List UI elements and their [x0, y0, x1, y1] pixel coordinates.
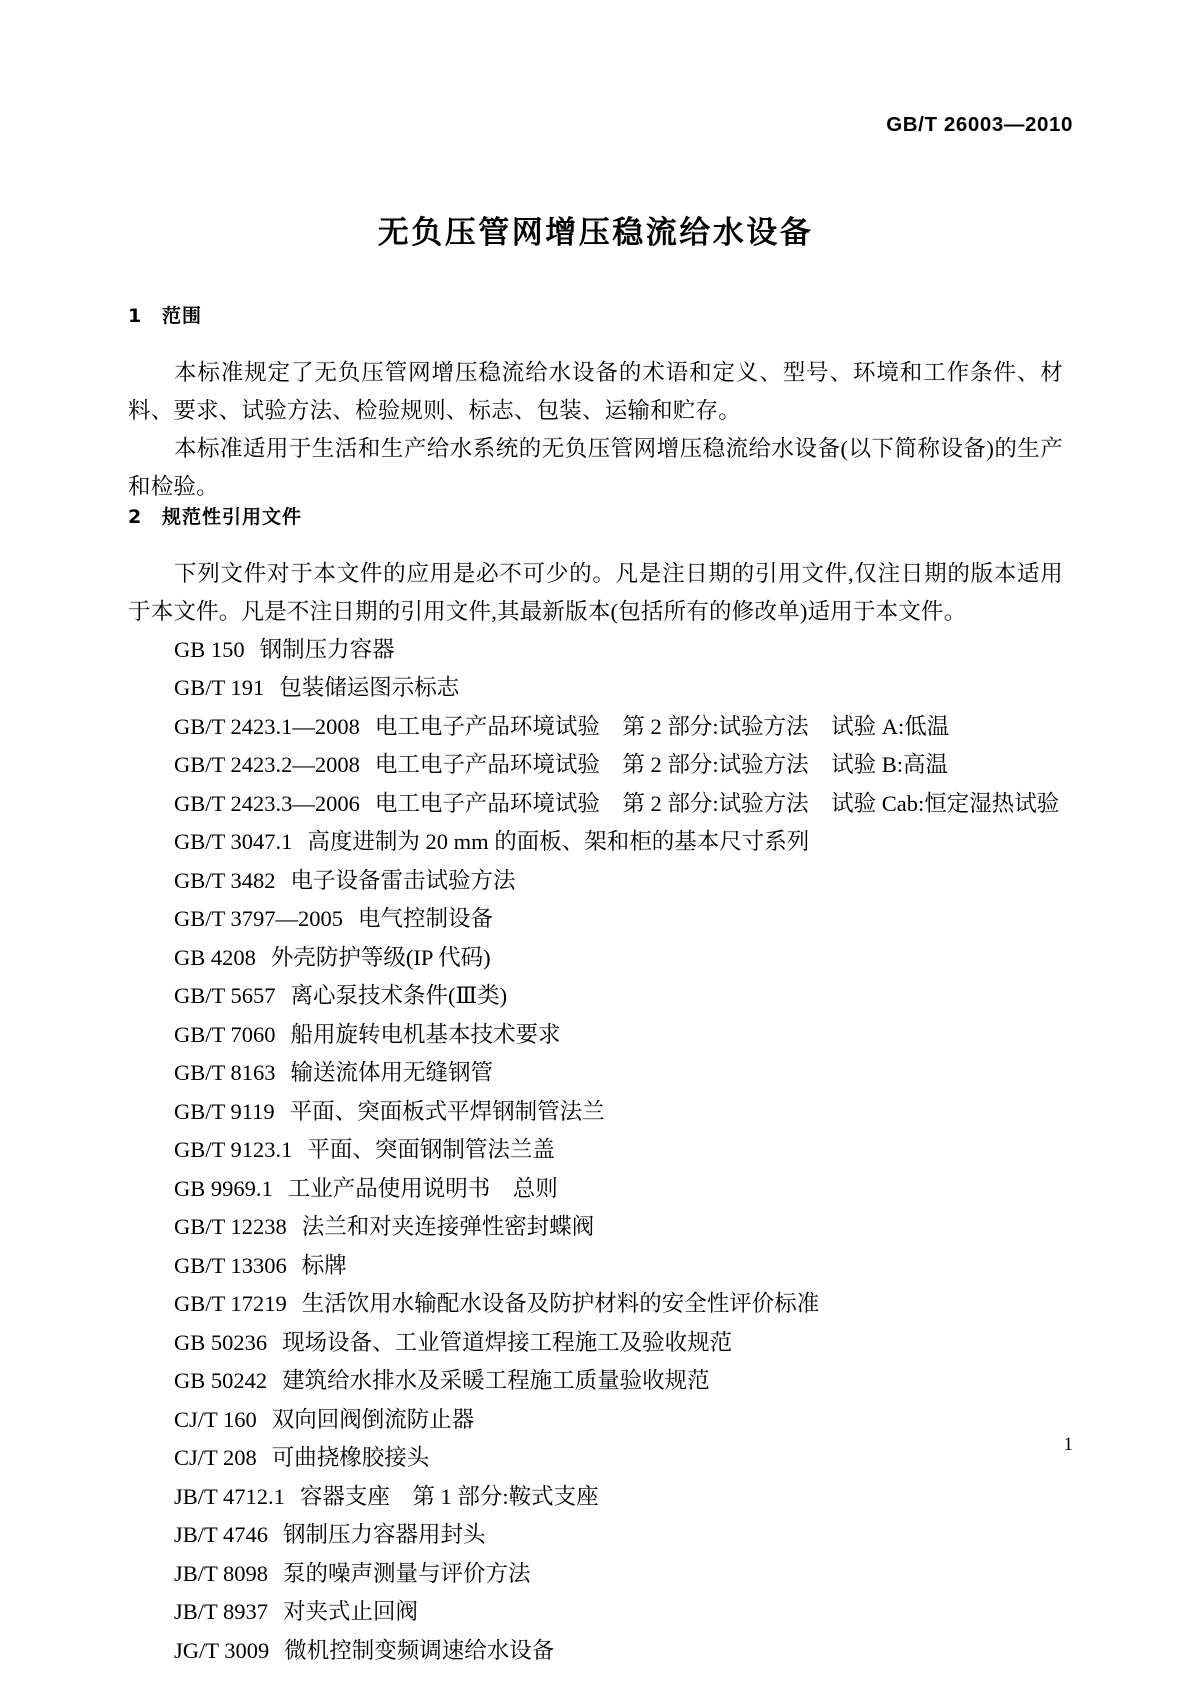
reference-title: 生活饮用水输配水设备及防护材料的安全性评价标准	[301, 1291, 820, 1317]
reference-item	[128, 1170, 1063, 1209]
reference-item	[128, 1131, 1063, 1170]
page-number: 1	[1063, 1434, 1073, 1455]
reference-code: JB/T 4746	[174, 1522, 268, 1548]
section-2-body	[128, 555, 1063, 631]
reference-code: GB/T 9119	[174, 1098, 275, 1124]
reference-title: 微机控制变频调速给水设备	[284, 1637, 555, 1663]
reference-item	[128, 1516, 1063, 1555]
reference-item	[128, 1439, 1063, 1478]
reference-code: GB 150	[174, 636, 245, 662]
reference-code: JG/T 3009	[174, 1637, 270, 1663]
reference-item	[128, 746, 1063, 785]
reference-code: GB/T 3047.1	[174, 829, 293, 855]
normative-references-list	[128, 631, 1063, 1671]
reference-item	[128, 785, 1063, 824]
reference-code: JB/T 8937	[174, 1599, 268, 1625]
reference-item	[128, 823, 1063, 862]
reference-item	[128, 1247, 1063, 1286]
reference-title: 建筑给水排水及采暖工程施工质量验收规范	[282, 1368, 710, 1394]
reference-title: 法兰和对夹连接弹性密封蝶阀	[301, 1214, 595, 1240]
reference-code: GB/T 7060	[174, 1021, 276, 1047]
document-content	[128, 305, 1063, 1670]
section-title-1: 范围	[162, 305, 203, 327]
reference-code: GB/T 3482	[174, 867, 276, 893]
reference-title: 离心泵技术条件(Ⅲ类)	[290, 983, 508, 1009]
reference-item	[128, 631, 1063, 670]
standard-number-header: GB/T 26003—2010	[886, 113, 1073, 136]
reference-code: JB/T 8098	[174, 1560, 268, 1586]
section-title-2: 规范性引用文件	[162, 505, 303, 528]
reference-code: CJ/T 208	[174, 1445, 257, 1471]
reference-title: 输送流体用无缝钢管	[290, 1060, 493, 1086]
reference-code: GB/T 8163	[174, 1060, 276, 1086]
reference-code: GB/T 191	[174, 675, 265, 701]
reference-item	[128, 1054, 1063, 1093]
section-number-1: 1	[128, 305, 143, 327]
reference-code: GB/T 2423.2—2008	[174, 752, 360, 778]
reference-title: 电工电子产品环境试验 第 2 部分:试验方法 试验 Cab:恒定湿热试验	[374, 790, 1060, 816]
reference-code: GB/T 2423.3—2006	[174, 790, 360, 816]
reference-item	[128, 1016, 1063, 1055]
reference-code: GB/T 2423.1—2008	[174, 713, 360, 739]
reference-title: 包装储运图示标志	[279, 675, 460, 701]
reference-item	[128, 1093, 1063, 1132]
page-title: 无负压管网增压稳流给水设备	[377, 215, 814, 251]
reference-item	[128, 939, 1063, 978]
section-heading-2	[128, 506, 1063, 529]
reference-item	[128, 1362, 1063, 1401]
reference-code: GB/T 13306	[174, 1252, 287, 1278]
reference-code: GB 9969.1	[174, 1175, 273, 1201]
reference-item	[128, 1208, 1063, 1247]
paragraph: 本标准适用于生活和生产给水系统的无负压管网增压稳流给水设备(以下简称设备)的生产和检验。	[128, 435, 1063, 499]
reference-title: 船用旋转电机基本技术要求	[290, 1021, 561, 1047]
reference-code: GB 50236	[174, 1329, 268, 1355]
reference-title: 电工电子产品环境试验 第 2 部分:试验方法 试验 B:高温	[374, 752, 948, 778]
reference-item	[128, 669, 1063, 708]
reference-title: 电子设备雷击试验方法	[290, 867, 516, 893]
paragraph: 下列文件对于本文件的应用是必不可少的。凡是注日期的引用文件,仅注日期的版本适用于本文件。凡是不注日期的引用文件,其最新版本(包括所有的修改单)适用于本文件。	[128, 560, 1063, 624]
reference-item	[128, 1478, 1063, 1517]
reference-title: 高度进制为 20 mm 的面板、架和柜的基本尺寸系列	[307, 829, 810, 855]
reference-item	[128, 708, 1063, 747]
reference-code: GB 4208	[174, 944, 256, 970]
reference-title: 平面、突面钢制管法兰盖	[307, 1137, 555, 1163]
reference-title: 双向回阀倒流防止器	[271, 1406, 475, 1432]
reference-item	[128, 1632, 1063, 1671]
reference-title: 泵的噪声测量与评价方法	[282, 1560, 531, 1586]
reference-item	[128, 1401, 1063, 1440]
reference-item	[128, 1593, 1063, 1632]
reference-title: 工业产品使用说明书 总则	[287, 1175, 558, 1201]
reference-title: 电气控制设备	[357, 906, 493, 932]
reference-title: 钢制压力容器	[259, 636, 395, 662]
reference-code: GB/T 12238	[174, 1214, 287, 1240]
reference-item	[128, 1285, 1063, 1324]
reference-item	[128, 1555, 1063, 1594]
reference-title: 可曲挠橡胶接头	[271, 1445, 430, 1471]
paragraph: 本标准规定了无负压管网增压稳流给水设备的术语和定义、型号、环境和工作条件、材料、要求、试验方法、检验规则、标志、包装、运输和贮存。	[128, 359, 1063, 423]
reference-code: GB/T 3797—2005	[174, 906, 343, 932]
reference-code: GB/T 9123.1	[174, 1137, 293, 1163]
reference-code: GB/T 5657	[174, 983, 276, 1009]
reference-item	[128, 900, 1063, 939]
reference-item	[128, 862, 1063, 901]
reference-code: CJ/T 160	[174, 1406, 257, 1432]
reference-title: 对夹式止回阀	[282, 1599, 418, 1625]
reference-code: GB 50242	[174, 1368, 268, 1394]
section-number-2: 2	[128, 505, 143, 528]
reference-item	[128, 1324, 1063, 1363]
reference-title: 外壳防护等级(IP 代码)	[270, 944, 491, 970]
reference-item	[128, 977, 1063, 1016]
reference-title: 现场设备、工业管道焊接工程施工及验收规范	[282, 1329, 733, 1355]
section-heading-1	[128, 305, 1063, 328]
reference-title: 平面、突面板式平焊钢制管法兰	[289, 1098, 605, 1124]
reference-title: 电工电子产品环境试验 第 2 部分:试验方法 试验 A:低温	[374, 713, 950, 739]
reference-title: 容器支座 第 1 部分:鞍式支座	[299, 1483, 599, 1509]
reference-code: GB/T 17219	[174, 1291, 287, 1317]
reference-code: JB/T 4712.1	[174, 1483, 285, 1509]
reference-title: 钢制压力容器用封头	[282, 1522, 486, 1548]
reference-title: 标牌	[301, 1252, 347, 1278]
section-1-body	[128, 354, 1063, 506]
